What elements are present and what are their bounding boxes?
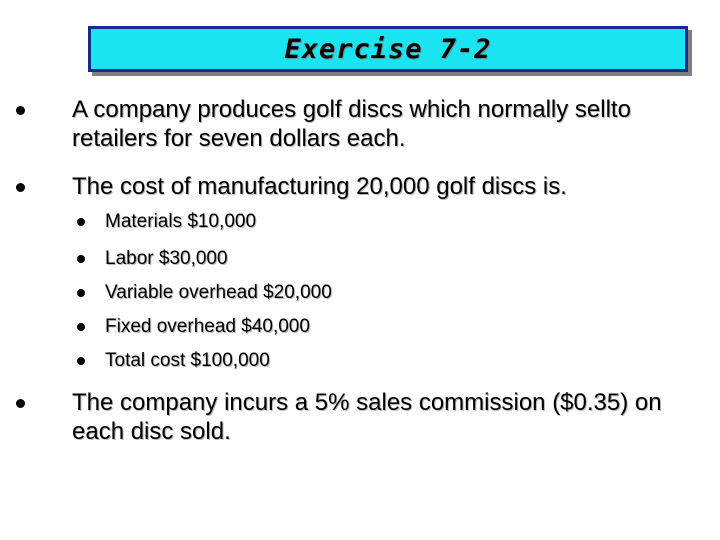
bullet-dot-icon xyxy=(77,218,85,226)
bullet-text: A company produces golf discs which normally sellto retailers for seven dollars each. xyxy=(72,96,631,152)
title-box xyxy=(88,26,688,72)
sub-bullet-text: Materials $10,000 xyxy=(105,211,257,232)
sub-bullet-text: Total cost $100,000 xyxy=(105,350,270,371)
bullet-dot-icon xyxy=(16,106,25,115)
sub-bullet-text: Fixed overhead $40,000 xyxy=(105,316,310,337)
bullet-dot-icon xyxy=(77,255,85,263)
bullet-dot-icon xyxy=(16,183,25,192)
bullet-dot-icon xyxy=(77,323,85,331)
sub-bullet-item xyxy=(105,281,605,304)
bullet-dot-icon xyxy=(16,399,25,408)
slide-title: Exercise 7-2 xyxy=(284,33,492,65)
bullet-text: The cost of manufacturing 20,000 golf discs is. xyxy=(72,173,567,200)
bullet-item xyxy=(72,172,692,201)
bullet-dot-icon xyxy=(77,289,85,297)
bullet-item xyxy=(72,388,662,446)
bullet-item xyxy=(72,95,672,153)
bullet-text: The company incurs a 5% sales commission ($0.35) on each disc sold. xyxy=(72,389,662,445)
sub-bullet-item xyxy=(105,315,605,338)
sub-bullet-item xyxy=(105,210,605,233)
sub-bullet-text: Variable overhead $20,000 xyxy=(105,282,332,303)
bullet-dot-icon xyxy=(77,357,85,365)
sub-bullet-text: Labor $30,000 xyxy=(105,248,228,269)
sub-bullet-item xyxy=(105,247,605,270)
sub-bullet-item xyxy=(105,349,605,372)
